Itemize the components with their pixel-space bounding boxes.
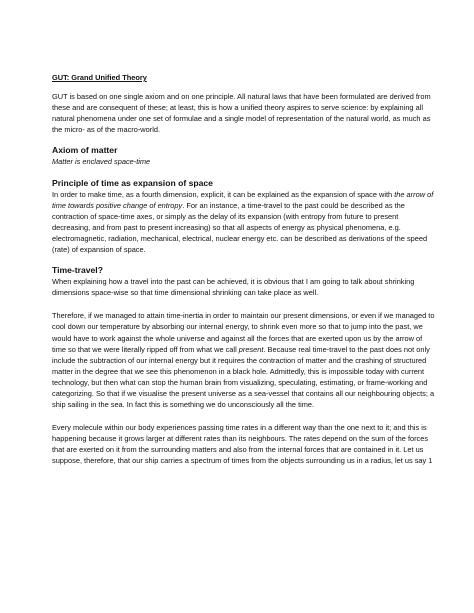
axiom-heading: Axiom of matter: [52, 145, 118, 156]
principle-text-a: In order to make time, as a fourth dimension, explicit, it can be explained as the expansion of space with: [52, 189, 395, 199]
axiom-text: Matter is enclaved space-time: [52, 157, 151, 167]
paragraph-molecule: Every molecule within our body experiences passing time rates in a different way than the one next to it; and this is happening because it grows larger at different rates than its neighbours. The rates depend on the sum of the forces that are exerted on it from the surrounding matters and also from the internal forces that are contained in it. Let us suppose, therefore, that our ship carries a spectrum of times from the objects surrounding us in a radius, let us say 1: [52, 423, 433, 466]
principle-emphasis: the arrow of time towards positive change of entropy: [52, 189, 434, 210]
principle-paragraph: [52, 189, 438, 256]
paragraph-therefore: [52, 310, 438, 410]
principle-text-c: . For an instance, a time-travel to the past could be described as the contraction of space-time axes, or simply as the delay of its expansion (with entropy from future to present decreasing, and from past to present increasing) so that all aspects of energy as physical phenomena, e.g. electromagnetic, radiation, mechanical, electrical, nuclear energy etc. can be described as derivations of the speed (rate) of expansion of space.: [52, 200, 428, 255]
document-content: [52, 72, 438, 467]
para2-text-c: . Because real time-travel to the past does not only include the subtraction of our internal energy but it requires the contraction of matter and the crashing of structured matter in the degree that we see this phenomenon in a black hole. Admittedly, this is impossible today with current technology, but then what can stop the human brain from visualizing, speculating, estimating, or frame-working and categorizing. So that if we visualise the present universe as a sea-vessel that contains all our neighbouring objects; a ship sailing in the sea. In fact this is something we do unconsciously all the time.: [52, 344, 435, 410]
timetravel-heading: Time-travel?: [52, 265, 103, 276]
para2-text-a: Therefore, if we managed to attain time-inertia in order to maintain our present dimensions, or even if we managed to cool down our temperature by absorbing our internal energy, to shrink even more so that to jump into the past, we would have to work against the whole universe and against all the forces that are exerted upon us by the arrow of time so that we were literally ripped off from what we call: [52, 311, 435, 354]
timetravel-paragraph: When explaining how a travel into the past can be achieved, it is obvious that I am going to talk about shrinking dimensions space-wise so that time dimensional shrinking can take place as well.: [52, 277, 415, 298]
para2-emphasis: present: [238, 344, 264, 354]
principle-heading: Principle of time as expansion of space: [52, 177, 213, 188]
document-title: GUT: Grand Unified Theory: [52, 73, 147, 82]
intro-paragraph: GUT is based on one single axiom and on one principle. All natural laws that have been formulated are derived from these and are consequent of these; at least, this is how a unified theory aspires to serve science: by explaining all natural phenomena under one set of formulae and a single model of representation of the natural world, as much as the micro- as of the macro-world.: [52, 92, 431, 135]
